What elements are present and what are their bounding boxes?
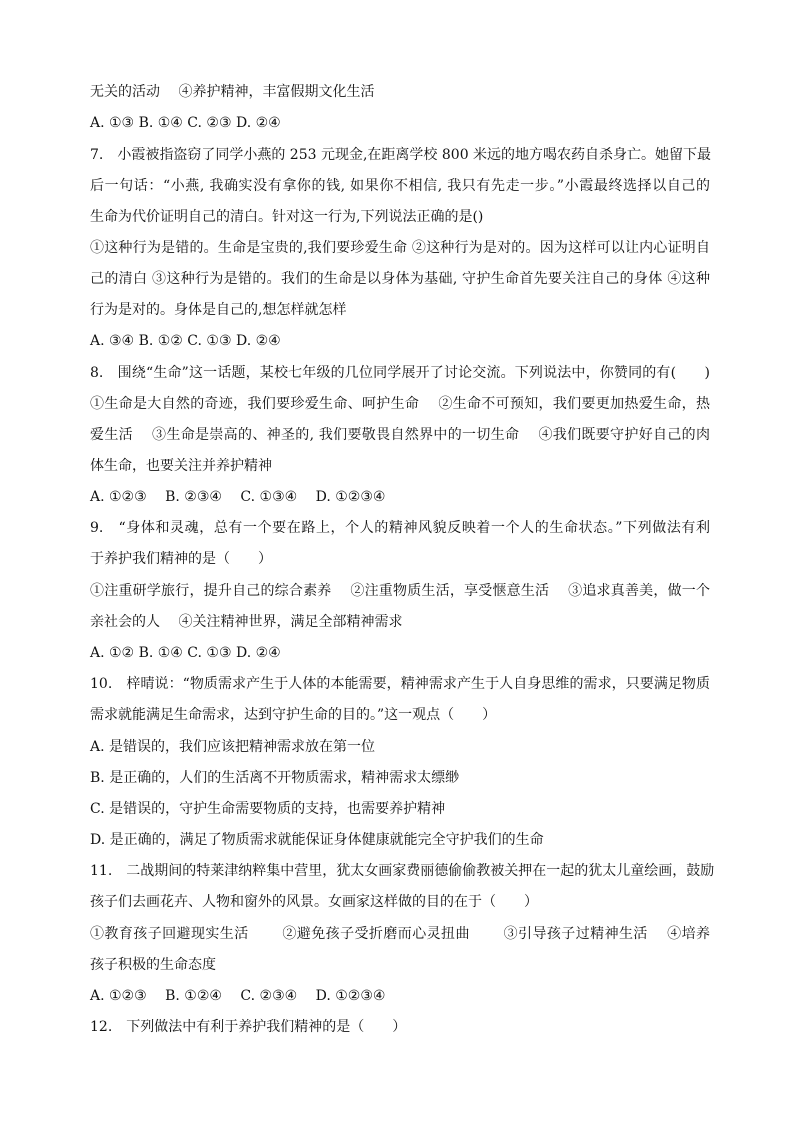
question-9-statements: 亲社会的人 ④关注精神世界，满足全部精神需求 xyxy=(90,614,403,630)
question-7-statements: 己的清白 ③这种行为是错的。我们的生命是以身体为基础, 守护生命首先要关注自己的身体 ④这种 xyxy=(90,271,710,287)
answer-options: A. ③④ B. ①② C. ①③ D. ②④ xyxy=(90,333,281,349)
question-11-statements: ①教育孩子回避现实生活 ②避免孩子受折磨而心灵扭曲 ③引导孩子过精神生活 ④培养 xyxy=(90,926,710,942)
question-9-stem: 9. “身体和灵魂，总有一个要在路上，个人的精神风貌反映着一个人的生命状态。”下列做法有利 xyxy=(90,520,710,536)
question-9-statements: ①注重研学旅行，提升自己的综合素养 ②注重物质生活，享受惬意生活 ③追求真善美，做一个 xyxy=(90,583,710,599)
option-a: A. 是错误的，我们应该把精神需求放在第一位 xyxy=(90,739,376,755)
answer-options: A. ①②③ B. ①②④ C. ②③④ D. ①②③④ xyxy=(90,988,386,1004)
answer-options: A. ①②③ B. ②③④ C. ①③④ D. ①②③④ xyxy=(90,489,386,505)
answer-options: A. ①③ B. ①④ C. ②③ D. ②④ xyxy=(90,115,281,131)
question-9-stem: 于养护我们精神的是（ ） xyxy=(90,551,272,567)
option-b: B. 是正确的，人们的生活离不开物质需求，精神需求太缥缈 xyxy=(90,770,460,786)
question-11-statements: 孩子积极的生命态度 xyxy=(90,957,216,973)
question-8-statements: ①生命是大自然的奇迹，我们要珍爱生命、呵护生命 ②生命不可预知，我们要更加热爱生命，热 xyxy=(90,396,710,412)
question-8-statements: 爱生活 ③生命是崇高的、神圣的, 我们要敬畏自然界中的一切生命 ④我们既要守护好自己的肉 xyxy=(90,427,710,443)
question-8-statements: 体生命，也要关注并养护精神 xyxy=(90,458,272,474)
text-line: 无关的活动 ④养护精神，丰富假期文化生活 xyxy=(90,84,375,100)
question-8-stem: 8. 围绕“生命”这一话题，某校七年级的几位同学展开了讨论交流。下列说法中，你赞同的有( ) xyxy=(90,365,710,381)
option-d: D. 是正确的，满足了物质需求就能保证身体健康就能完全守护我们的生命 xyxy=(90,832,544,848)
option-c: C. 是错误的，守护生命需要物质的支持，也需要养护精神 xyxy=(90,801,446,817)
question-11-stem: 11. 二战期间的特莱津纳粹集中营里，犹太女画家费丽德偷偷教被关押在一起的犹太儿童绘画，鼓励 xyxy=(90,863,715,879)
question-12-stem: 12. 下列做法中有利于养护我们精神的是（ ） xyxy=(90,1019,407,1035)
question-11-stem: 孩子们去画花卉、人物和窗外的风景。女画家这样做的目的在于（ ） xyxy=(90,894,538,910)
question-10-stem: 10. 梓晴说：“物质需求产生于人体的本能需要，精神需求产生于人自身思维的需求，只要满足物质 xyxy=(90,676,710,692)
question-7-stem: 生命为代价证明自己的清白。针对这一行为,下列说法正确的是() xyxy=(90,209,484,225)
question-7-statements: ①这种行为是错的。生命是宝贵的,我们要珍爱生命 ②这种行为是对的。因为这样可以让内心证明自 xyxy=(90,240,710,256)
question-7-stem: 7. 小霞被指盗窃了同学小燕的 253 元现金,在距离学校 800 米远的地方喝农药自杀身亡。她留下最 xyxy=(90,147,712,163)
question-7-statements: 行为是对的。身体是自己的,想怎样就怎样 xyxy=(90,302,347,318)
question-7-stem: 后一句话：“小燕, 我确实没有拿你的钱, 如果你不相信, 我只有先走一步。”小霞最终选择以自己的 xyxy=(90,178,710,194)
question-10-stem: 需求就能满足生命需求，达到守护生命的目的。”这一观点（ ） xyxy=(90,707,497,723)
answer-options: A. ①② B. ①④ C. ①③ D. ②④ xyxy=(90,645,281,661)
